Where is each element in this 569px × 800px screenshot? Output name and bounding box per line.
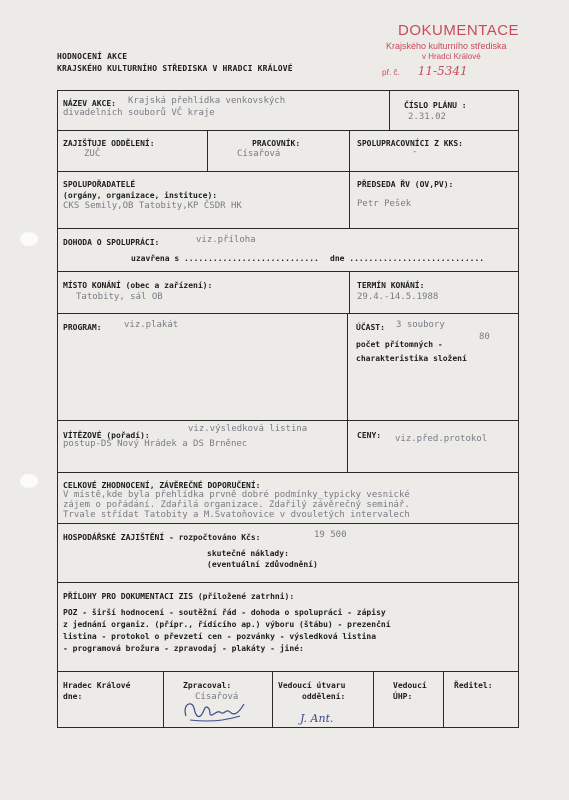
prepared-by-value: Císařová — [195, 692, 239, 702]
attachments-line-3: listina - protokol o převzetí cen - pozvánky - výsledková listina — [63, 632, 377, 641]
plan-number-label: ČÍSLO PLÁNU : — [404, 101, 467, 110]
attendance-label: ÚČAST: — [356, 323, 385, 332]
attachments-line-1: POZ - širší hodnocení - soutěžní řád - dohoda o spolupráci - zápisy — [63, 608, 386, 617]
collaborators-value: - — [412, 147, 418, 157]
column-divider — [389, 90, 390, 130]
agreement-value: viz.příloha — [196, 235, 256, 245]
prepared-by-label: Zpracoval: — [183, 681, 232, 690]
column-divider — [443, 671, 444, 727]
attendees-count-value: 80 — [479, 332, 490, 342]
table-border-left — [57, 90, 58, 728]
event-name-line-2: divadelních souborů VČ kraje — [63, 108, 215, 118]
row-divider — [57, 671, 519, 672]
unit-head-label: Vedoucí útvaru — [278, 681, 346, 690]
department-value: ZUČ — [84, 149, 101, 159]
row-divider — [57, 271, 519, 272]
uhp-head-sublabel: ÚHP: — [393, 692, 413, 701]
row-divider — [57, 582, 519, 583]
row-divider — [57, 313, 519, 314]
winners-line-2: postup-DS Nový Hrádek a DS Brněnec — [63, 439, 248, 449]
overall-evaluation-label: CELKOVÉ ZHODNOCENÍ, ZÁVĚREČNÉ DOPORUČENÍ: — [63, 481, 261, 490]
attachments-line-2: z jednání organiz. (přípr., řídícího ap.) výboru (štábu) - prezenční — [63, 620, 391, 629]
row-divider — [57, 130, 519, 131]
venue-value: Tatobity, sál OB — [76, 292, 163, 302]
worker-label: PRACOVNÍK: — [252, 139, 301, 148]
header-line-2: KRAJSKÉHO KULTURNÍHO STŘEDISKA V HRADCI KRÁLOVÉ — [57, 64, 293, 73]
jury-chair-value: Petr Pešek — [357, 199, 412, 209]
concluded-with-line: uzavřena s ............................ — [131, 254, 319, 263]
row-divider — [57, 171, 519, 172]
attendees-count-label: počet přítomných - — [356, 340, 443, 349]
event-name-line-1: Krajská přehlídka venkovských — [128, 96, 286, 106]
co-organizers-value: CKS Semily,OB Tatobity,KP ČSDR HK — [63, 201, 242, 211]
budget-value: 19 500 — [314, 530, 347, 540]
justification-label: (eventuální zdůvodnění) — [207, 560, 318, 569]
winners-label: VÍTĚZOVÉ (pořadí): — [63, 431, 150, 440]
date-line: dne ............................ — [330, 254, 485, 263]
column-divider — [272, 671, 273, 727]
row-divider — [57, 420, 519, 421]
department-label: ZAJIŠŤUJE ODDĚLENÍ: — [63, 139, 155, 148]
composition-label: charakteristika složení — [356, 354, 467, 363]
co-organizers-sublabel: (orgány, organizace, instituce): — [63, 191, 218, 200]
stamp-org: Krajského kulturního střediska — [386, 41, 507, 51]
attendance-value: 3 soubory — [396, 320, 445, 330]
stamp-ref — [382, 64, 538, 78]
column-divider — [349, 271, 350, 313]
winners-line-1: viz.výsledková listina — [188, 424, 308, 434]
column-divider — [207, 130, 208, 171]
worker-value: Císařová — [237, 149, 281, 159]
prizes-value: viz.před.protokol — [395, 434, 488, 444]
initials: J. Ant. — [300, 712, 334, 725]
place-date-label: dne: — [63, 692, 83, 701]
overall-evaluation-line-1: V místě,kde byla přehlídka prvně dobré podmínky_typicky vesnické — [63, 490, 410, 500]
stamp-ref-label: př. č. — [382, 68, 400, 77]
program-value: viz.plakát — [124, 320, 179, 330]
date-of-event-value: 29.4.-14.5.1988 — [357, 292, 439, 302]
attachments-label: PŘÍLOHY PRO DOKUMENTACI ZIS (přiložené zatrhni): — [63, 592, 295, 601]
stamp-ref-value: 11-5341 — [417, 64, 468, 78]
unit-head-sublabel: oddělení: — [302, 692, 346, 701]
place-label: Hradec Králové — [63, 681, 131, 690]
co-organizers-label: SPOLUPOŘADATELÉ — [63, 180, 136, 189]
overall-evaluation-line-2: zájem o pořádání. Zdařilá organizace. Zdařilý závěrečný seminář. — [63, 500, 410, 510]
punch-hole — [20, 232, 38, 246]
row-divider — [57, 228, 519, 229]
signature-scribble — [180, 694, 250, 726]
row-divider — [57, 523, 519, 524]
venue-label: MÍSTO KONÁNÍ (obec a zařízení): — [63, 281, 213, 290]
column-divider — [349, 171, 350, 228]
table-border-bottom — [57, 727, 519, 728]
date-of-event-label: TERMÍN KONÁNÍ: — [357, 281, 425, 290]
punch-hole — [20, 474, 38, 488]
plan-number-value: 2.31.02 — [408, 112, 446, 122]
column-divider — [163, 671, 164, 727]
event-name-label: NÁZEV AKCE: — [63, 99, 116, 108]
stamp-city: v Hradci Králové — [422, 52, 481, 61]
column-divider — [347, 313, 348, 420]
table-border-right — [518, 90, 519, 728]
jury-chair-label: PŘEDSEDA ŘV (OV,PV): — [357, 180, 454, 189]
attachments-line-4: - programová brožura - zpravodaj - plakáty - jiné: — [63, 644, 304, 653]
uhp-head-label: Vedoucí — [393, 681, 427, 690]
collaborators-label: SPOLUPRACOVNÍCI Z KKS: — [357, 139, 463, 148]
overall-evaluation-line-3: Trvale střídat Tatobity a M.Svatoňovice v dvouletých intervalech — [63, 510, 410, 520]
column-divider — [373, 671, 374, 727]
prizes-label: CENY: — [357, 431, 382, 440]
agreement-label: DOHODA O SPOLUPRÁCI: — [63, 238, 160, 247]
stamp-title: DOKUMENTACE — [398, 22, 520, 39]
row-divider — [57, 90, 519, 91]
actual-costs-label: skutečné náklady: — [207, 549, 289, 558]
director-label: Ředitel: — [454, 681, 493, 690]
documentation-stamp — [378, 22, 538, 78]
program-label: PROGRAM: — [63, 323, 102, 332]
header-line-1: HODNOCENÍ AKCE — [57, 52, 128, 61]
row-divider — [57, 472, 519, 473]
budget-label: HOSPODÁŘSKÉ ZAJIŠTĚNÍ - rozpočtováno Kčs: — [63, 533, 261, 542]
column-divider — [349, 130, 350, 171]
column-divider — [347, 420, 348, 472]
